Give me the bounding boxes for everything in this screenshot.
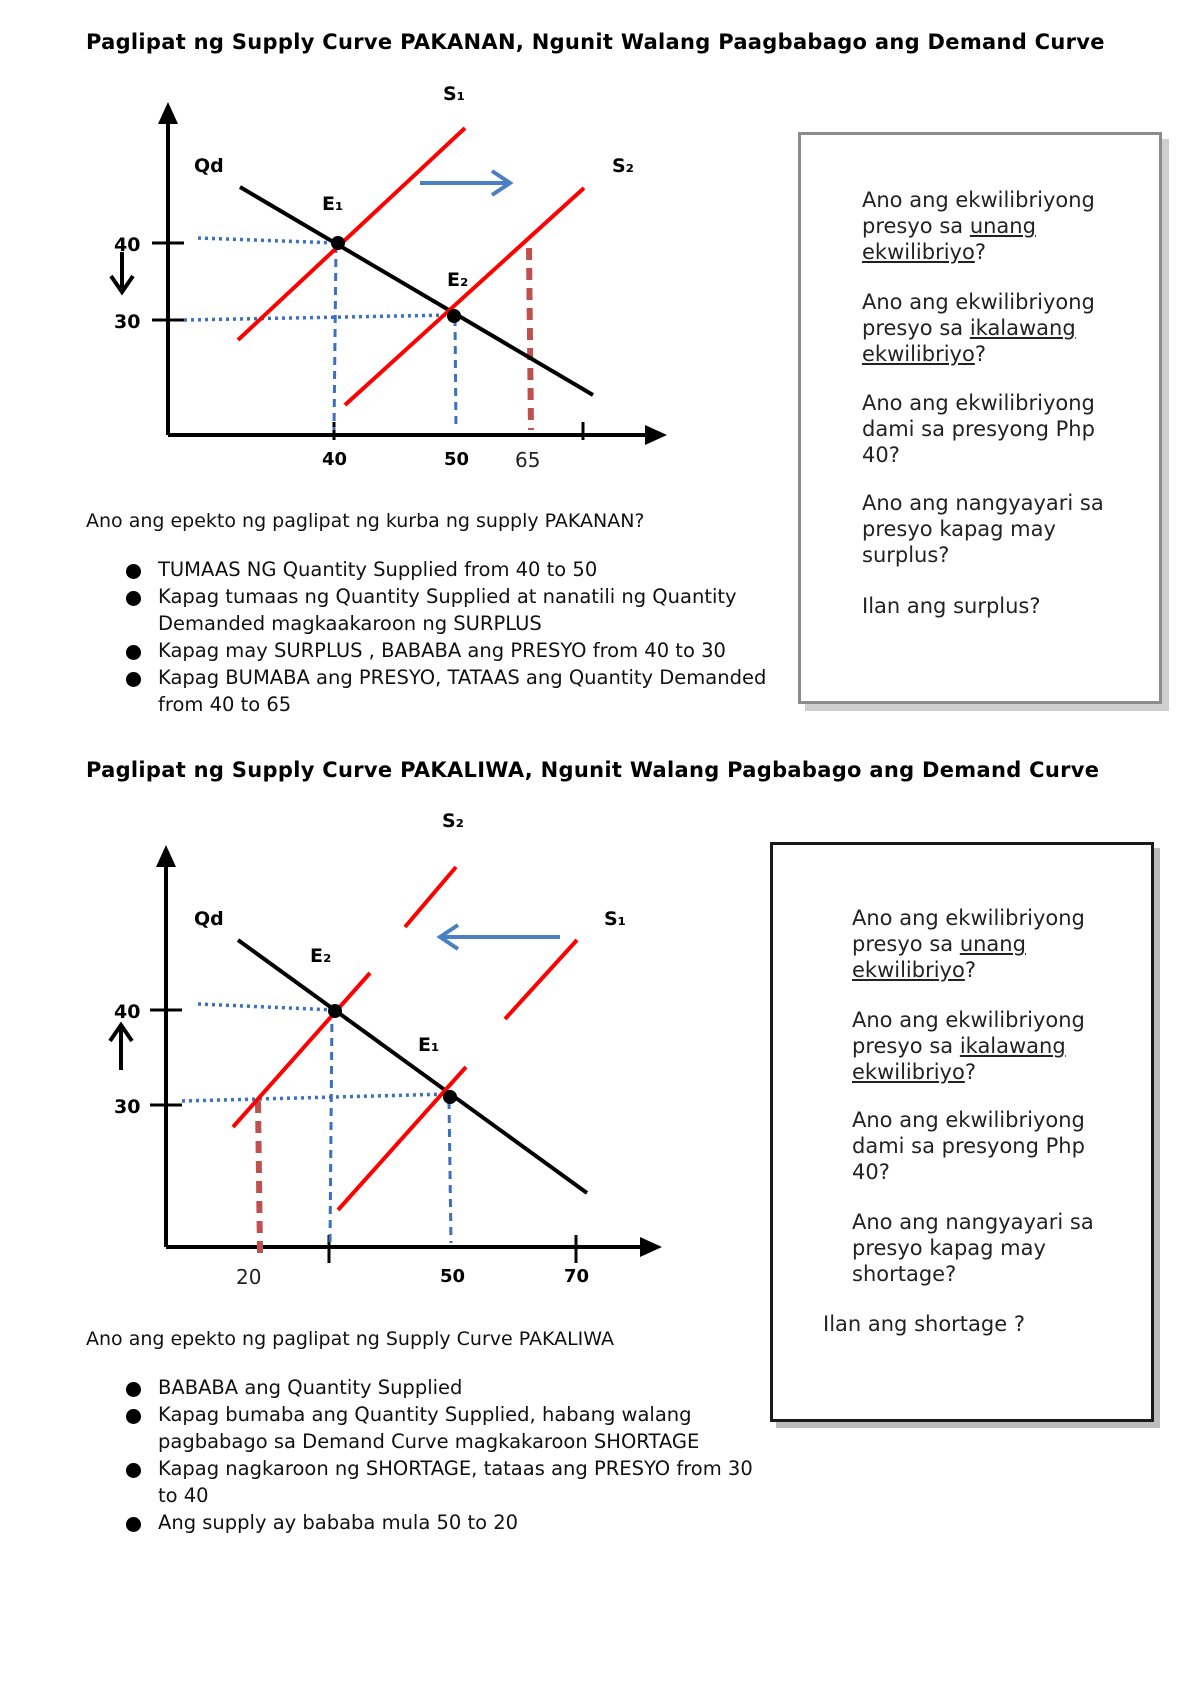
equilibrium-e2-label: E₂ (310, 945, 332, 967)
box-question: Ilan ang shortage ? (823, 1312, 1025, 1336)
section1-title: Paglipat ng Supply Curve PAKANAN, Ngunit Walang Paagbabago ang Demand Curve (86, 30, 1105, 54)
equilibrium-e1-label: E₁ (322, 193, 344, 215)
quantity-guide-20 (258, 1101, 260, 1253)
box-question: Ano ang nangyayari sa presyo kapag may surplus? (862, 491, 1104, 567)
list-item: TUMAAS NG Quantity Supplied from 40 to 50 (118, 556, 798, 583)
supply-s2-label: S₂ (442, 810, 465, 832)
equilibrium-e1-point (331, 236, 345, 250)
supply-s1-label: S₁ (604, 908, 627, 930)
x-axis-arrowhead (640, 1237, 662, 1257)
equilibrium-e1-label: E₁ (418, 1034, 440, 1056)
y-tick-label: 40 (114, 234, 141, 256)
list-item: Kapag BUMABA ang PRESYO, TATAAS ang Quantity Demanded from 40 to 65 (118, 664, 798, 718)
x-tick-label: 50 (444, 449, 470, 470)
supply-curve-s2-upper (405, 867, 456, 927)
x-tick-label: 40 (322, 449, 348, 470)
quantity-guide-65 (529, 248, 531, 430)
price-guide-30 (182, 1094, 450, 1101)
supply-s2-label: S₂ (612, 155, 635, 177)
x-axis-arrowhead (645, 425, 667, 445)
list-item: Kapag tumaas ng Quantity Supplied at nanatili ng Quantity Demanded magkaakaroon ng SURPLUS (118, 583, 798, 637)
box-question: Ano ang ekwilibriyong dami sa presyong Php 40? (862, 391, 1095, 467)
y-tick-label: 40 (114, 1001, 141, 1023)
y-axis-arrowhead (156, 845, 176, 867)
box-question: Ano ang ekwilibriyong presyo sa unang ekwilibriyo? (862, 188, 1095, 264)
y-tick-label: 30 (114, 311, 141, 333)
box-question: Ilan ang surplus? (862, 594, 1041, 618)
list-item: Kapag nagkaroon ng SHORTAGE, tataas ang PRESYO from 30 to 40 (118, 1455, 758, 1509)
equilibrium-e2-point (328, 1004, 342, 1018)
quantity-guide-50 (455, 318, 456, 430)
quantity-guide-40 (334, 245, 336, 430)
list-item: Kapag bumaba ang Quantity Supplied, habang walang pagbabago sa Demand Curve magkakaroon SHORTAGE (118, 1401, 758, 1455)
supply-shift-left-chart (100, 805, 680, 1289)
box-question: Ano ang nangyayari sa presyo kapag may shortage? (852, 1210, 1094, 1286)
section1-question: Ano ang epekto ng paglipat ng kurba ng supply PAKANAN? (86, 510, 645, 532)
section2-bullet-list (118, 1374, 758, 1536)
supply-curve-s1 (338, 1067, 466, 1210)
supply-shift-right-chart (100, 80, 680, 490)
supply-s1-label: S₁ (443, 83, 466, 105)
x-tick-label: 20 (236, 1265, 262, 1289)
box-question: Ano ang ekwilibriyong presyo sa unang ekwilibriyo? (852, 906, 1085, 982)
supply-curve-s1-upper (505, 940, 577, 1019)
demand-label: Qd (194, 908, 224, 930)
quantity-guide-e2 (330, 1010, 332, 1243)
section1-bullet-list (118, 556, 798, 718)
x-tick-label: 70 (564, 1266, 590, 1287)
y-tick-label: 30 (114, 1096, 141, 1118)
list-item: BABABA ang Quantity Supplied (118, 1374, 758, 1401)
section2-question: Ano ang epekto ng paglipat ng Supply Curve PAKALIWA (86, 1328, 615, 1350)
price-guide-40 (198, 238, 338, 243)
section2-question-box (770, 842, 1154, 1422)
section1-question-box (798, 132, 1162, 704)
supply-curve-s1 (238, 128, 465, 340)
demand-curve (238, 940, 587, 1193)
y-axis-arrowhead (158, 102, 178, 124)
box-question: Ano ang ekwilibriyong presyo sa ikalawang ekwilibriyo? (852, 1008, 1085, 1084)
supply-curve-s2 (233, 973, 370, 1127)
equilibrium-e2-label: E₂ (447, 269, 469, 291)
x-tick-label: 65 (515, 448, 541, 472)
quantity-guide-50 (449, 1101, 451, 1243)
supply-curve-s2 (345, 188, 584, 405)
demand-label: Qd (194, 155, 224, 177)
section2-title: Paglipat ng Supply Curve PAKALIWA, Ngunit Walang Pagbabago ang Demand Curve (86, 758, 1100, 782)
list-item: Ang supply ay bababa mula 50 to 20 (118, 1509, 758, 1536)
price-guide-40 (198, 1004, 335, 1010)
price-guide-30 (184, 315, 452, 320)
equilibrium-e2-point (447, 309, 461, 323)
box-question: Ano ang ekwilibriyong dami sa presyong Php 40? (852, 1108, 1085, 1184)
equilibrium-e1-point (443, 1090, 457, 1104)
list-item: Kapag may SURPLUS , BABABA ang PRESYO from 40 to 30 (118, 637, 798, 664)
box-question: Ano ang ekwilibriyong presyo sa ikalawang ekwilibriyo? (862, 290, 1095, 366)
x-tick-label: 50 (440, 1266, 466, 1287)
